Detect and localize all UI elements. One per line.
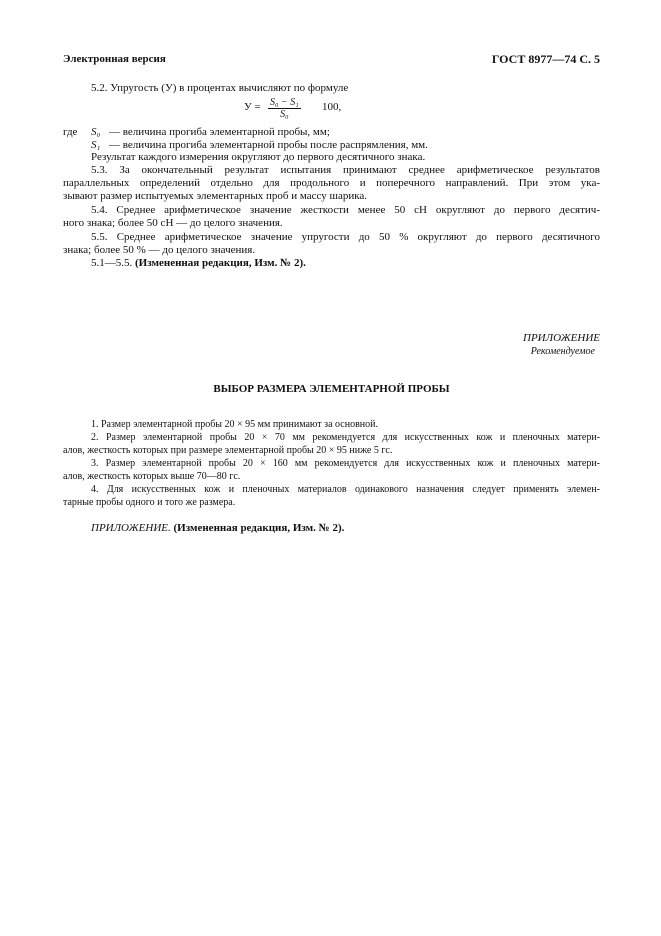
appendix-item-2-line: алов, жесткость которых при размере элементарной пробы 20 × 95 ниже 5 гс. <box>63 445 393 456</box>
paragraph-5-3-line: зывают размер испытуемых элементарных проб и массу шарика. <box>63 190 368 202</box>
paragraph-5-3-line: параллельных определений отдельно для продольного и поперечного направлений. При этом ука- <box>63 177 600 189</box>
paragraph-5-5-line: 5.5. Среднее арифметическое значение упругости до 50 % округляют до первого десятичного <box>91 231 600 243</box>
header-right: ГОСТ 8977—74 С. 5 <box>491 52 600 66</box>
appendix-title: ВЫБОР РАЗМЕРА ЭЛЕМЕНТАРНОЙ ПРОБЫ <box>213 383 450 395</box>
amendment-text: (Измененная редакция, Изм. № 2). <box>135 257 306 269</box>
appendix-amendment-text: (Измененная редакция, Изм. № 2). <box>173 522 345 534</box>
formula-denominator: S₀ <box>280 109 289 120</box>
paragraph-5-3-line: 5.3. За окончательный результат испытания принимают среднее арифметическое результатов <box>91 164 600 176</box>
rounding-note: Результат каждого измерения округляют до первого десятичного знака. <box>91 151 426 163</box>
appendix-amendment-label: ПРИЛОЖЕНИЕ. <box>91 522 171 534</box>
appendix-item-1: 1. Размер элементарной пробы 20 × 95 мм принимают за основной. <box>91 419 378 430</box>
symbol-s0: S₀ <box>91 126 101 138</box>
appendix-amendment <box>91 522 600 535</box>
header-left: Электронная версия <box>63 53 166 65</box>
formula-fraction <box>268 97 301 120</box>
appendix-item-4-line: тарные пробы одного и того же размера. <box>63 497 236 508</box>
appendix-item-4-line: 4. Для искусственных кож и пленочных материалов одинакового назначения следует применять элемен- <box>91 484 600 495</box>
paragraph-5-4-line: 5.4. Среднее арифметическое значение жесткости менее 50 сН округляют до первого десятич- <box>91 204 600 216</box>
symbol-s1: S₁ <box>91 139 101 151</box>
appendix-label: ПРИЛОЖЕНИЕ <box>523 332 600 344</box>
appendix-status: Рекомендуемое <box>530 346 595 357</box>
amendment-note <box>91 257 600 270</box>
paragraph-5-2: 5.2. Упругость (У) в процентах вычисляют по формуле <box>91 82 349 94</box>
s0-description: — величина прогиба элементарной пробы, мм; <box>109 126 330 138</box>
s1-description: — величина прогиба элементарной пробы после распрямления, мм. <box>109 139 428 151</box>
appendix-item-3-line: алов, жесткость которых выше 70—80 гс. <box>63 471 241 482</box>
formula-factor: 100, <box>322 101 342 113</box>
appendix-item-2-line: 2. Размер элементарной пробы 20 × 70 мм рекомендуется для искусственных кож и пленочных матери- <box>91 432 600 443</box>
where-label: где <box>63 126 78 138</box>
paragraph-5-4-line: ного знака; более 50 сН — до целого значения. <box>63 217 283 229</box>
formula-numerator: S₀ − S₁ <box>270 97 299 108</box>
where-s0 <box>63 126 600 139</box>
formula-lhs: У = <box>244 101 261 113</box>
paragraph-5-5-line: знака; более 50 % — до целого значения. <box>63 244 256 256</box>
amendment-ref: 5.1—5.5. <box>91 257 133 269</box>
appendix-item-3-line: 3. Размер элементарной пробы 20 × 160 мм рекомендуется для искусственных кож и пленочных матери- <box>91 458 600 469</box>
